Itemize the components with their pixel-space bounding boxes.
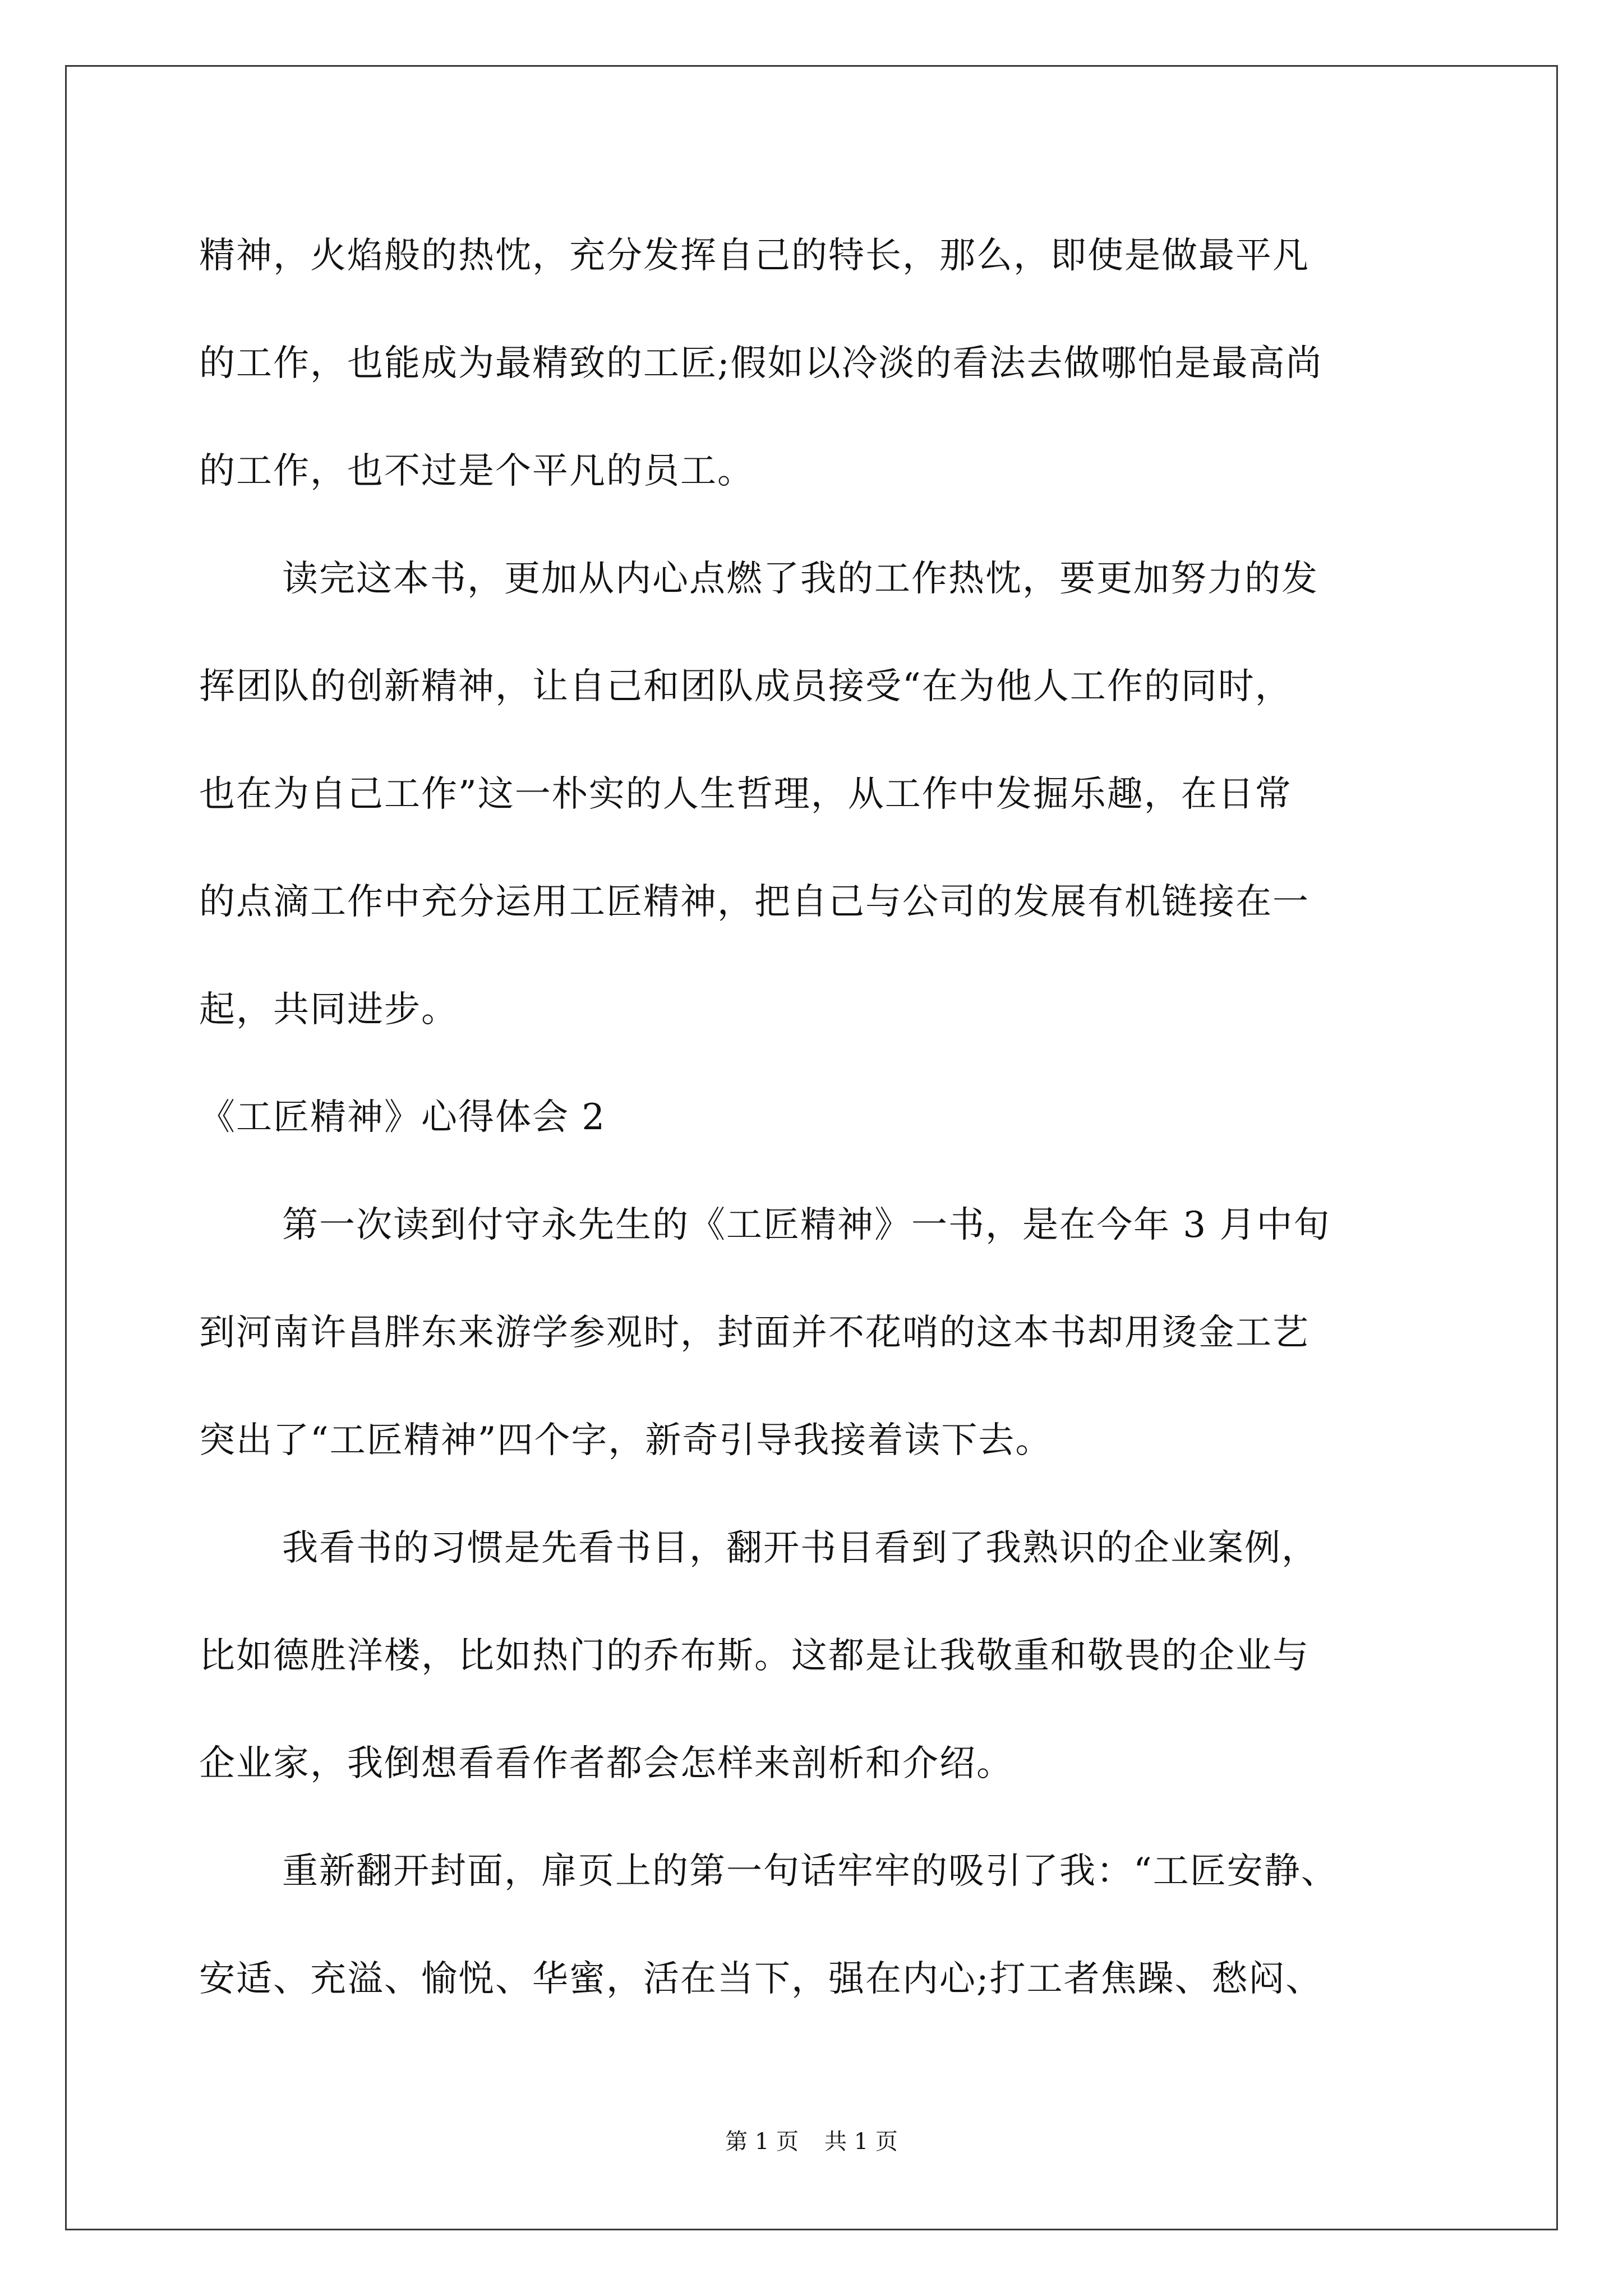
paragraph-line: 的点滴工作中充分运用工匠精神，把自己与公司的发展有机链接在一 <box>199 881 1310 923</box>
paragraph-line: 比如德胜洋楼，比如热门的乔布斯。这都是让我敬重和敬畏的企业与 <box>199 1635 1310 1677</box>
paragraph-line: 安适、充溢、愉悦、华蜜，活在当下，强在内心;打工者焦躁、愁闷、 <box>199 1958 1323 2000</box>
page-footer <box>0 2125 1623 2159</box>
page-number: 第 1 页 <box>725 2129 799 2155</box>
page-total: 共 1 页 <box>824 2129 898 2155</box>
paragraph-line: 精神，火焰般的热忱，充分发挥自己的特长，那么，即使是做最平凡 <box>199 235 1310 277</box>
paragraph-line: 的工作，也能成为最精致的工匠;假如以冷淡的看法去做哪怕是最高尚 <box>199 343 1323 384</box>
paragraph-line: 到河南许昌胖东来游学参观时，封面并不花哨的这本书却用烫金工艺 <box>199 1312 1310 1354</box>
paragraph-line: 读完这本书，更加从内心点燃了我的工作热忱，要更加努力的发 <box>282 558 1318 600</box>
document-body <box>199 202 1433 2033</box>
paragraph-line: 也在为自己工作”这一朴实的人生哲理，从工作中发掘乐趣，在日常 <box>199 774 1292 815</box>
paragraph-line: 我看书的习惯是先看书目，翻开书目看到了我熟识的企业案例， <box>282 1527 1318 1569</box>
paragraph-line: 第一次读到付守永先生的《工匠精神》一书，是在今年 3 月中旬 <box>282 1204 1331 1246</box>
paragraph-line: 突出了“工匠精神”四个字，新奇引导我接着读下去。 <box>199 1420 1053 1461</box>
paragraph-line: 的工作，也不过是个平凡的员工。 <box>199 450 754 492</box>
paragraph-line: 起，共同进步。 <box>199 989 458 1030</box>
paragraph-line: 重新翻开封面，扉页上的第一句话牢牢的吸引了我：“工匠安静、 <box>282 1851 1338 1892</box>
paragraph-line: 挥团队的创新精神，让自己和团队成员接受“在为他人工作的同时， <box>199 666 1292 707</box>
section-heading: 《工匠精神》心得体会 2 <box>199 1097 606 1138</box>
paragraph-line: 企业家，我倒想看看作者都会怎样来剖析和介绍。 <box>199 1743 1013 1784</box>
